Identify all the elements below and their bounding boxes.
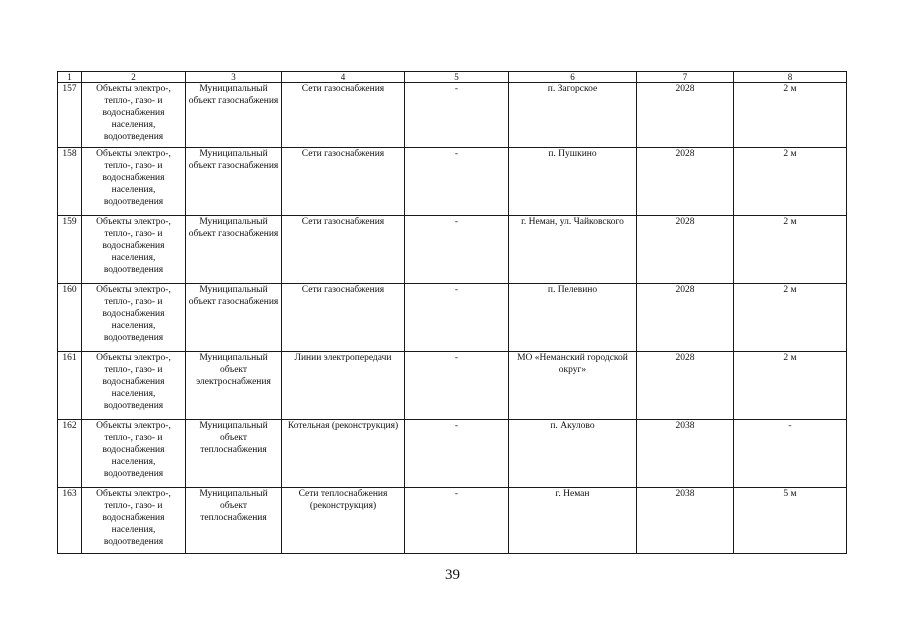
significance-cell: Муниципальный объект газоснабжения: [186, 83, 282, 148]
significance-cell: Муниципальный объект теплоснабжения: [186, 488, 282, 554]
year-cell: 2028: [637, 83, 734, 148]
table-row: [58, 352, 847, 420]
object-name-cell: Линии электропередачи: [282, 352, 405, 420]
table-row: [58, 488, 847, 554]
header-col-7: 7: [637, 72, 734, 83]
row-number: 162: [58, 420, 82, 488]
location-cell: п. Загорское: [509, 83, 637, 148]
col5-cell: -: [405, 420, 509, 488]
object-name-cell: Сети газоснабжения: [282, 83, 405, 148]
year-cell: 2028: [637, 216, 734, 284]
location-cell: г. Неман, ул. Чайковского: [509, 216, 637, 284]
year-cell: 2038: [637, 488, 734, 554]
location-cell: п. Пелевино: [509, 284, 637, 352]
zone-cell: -: [734, 420, 847, 488]
significance-cell: Муниципальный объект газоснабжения: [186, 148, 282, 216]
object-name-cell: Котельная (реконструкция): [282, 420, 405, 488]
zone-cell: 2 м: [734, 352, 847, 420]
row-number: 157: [58, 83, 82, 148]
object-type-cell: Объекты электро-, тепло-, газо- и водоснабжения населения, водоотведения: [82, 284, 186, 352]
significance-cell: Муниципальный объект газоснабжения: [186, 284, 282, 352]
object-type-cell: Объекты электро-, тепло-, газо- и водоснабжения населения, водоотведения: [82, 148, 186, 216]
year-cell: 2028: [637, 352, 734, 420]
object-type-cell: Объекты электро-, тепло-, газо- и водоснабжения населения, водоотведения: [82, 83, 186, 148]
row-number: 159: [58, 216, 82, 284]
significance-cell: Муниципальный объект теплоснабжения: [186, 420, 282, 488]
location-cell: п. Пушкино: [509, 148, 637, 216]
zone-cell: 5 м: [734, 488, 847, 554]
table-row: [58, 148, 847, 216]
table-header-row: [58, 72, 847, 83]
col5-cell: -: [405, 148, 509, 216]
location-cell: МО «Неманский городской округ»: [509, 352, 637, 420]
header-col-2: 2: [82, 72, 186, 83]
year-cell: 2028: [637, 148, 734, 216]
header-col-8: 8: [734, 72, 847, 83]
table-row: [58, 83, 847, 148]
zone-cell: 2 м: [734, 284, 847, 352]
location-cell: п. Акулово: [509, 420, 637, 488]
significance-cell: Муниципальный объект газоснабжения: [186, 216, 282, 284]
col5-cell: -: [405, 284, 509, 352]
location-cell: г. Неман: [509, 488, 637, 554]
objects-table: [57, 71, 847, 554]
page-number: 39: [445, 567, 460, 583]
header-col-1: 1: [58, 72, 82, 83]
zone-cell: 2 м: [734, 216, 847, 284]
header-col-6: 6: [509, 72, 637, 83]
header-col-4: 4: [282, 72, 405, 83]
table-row: [58, 216, 847, 284]
table-row: [58, 284, 847, 352]
col5-cell: -: [405, 352, 509, 420]
header-col-3: 3: [186, 72, 282, 83]
table-row: [58, 420, 847, 488]
year-cell: 2028: [637, 284, 734, 352]
col5-cell: -: [405, 216, 509, 284]
row-number: 160: [58, 284, 82, 352]
object-name-cell: Сети теплоснабжения (реконструкция): [282, 488, 405, 554]
row-number: 158: [58, 148, 82, 216]
zone-cell: 2 м: [734, 148, 847, 216]
object-name-cell: Сети газоснабжения: [282, 148, 405, 216]
col5-cell: -: [405, 83, 509, 148]
object-name-cell: Сети газоснабжения: [282, 284, 405, 352]
row-number: 161: [58, 352, 82, 420]
row-number: 163: [58, 488, 82, 554]
object-type-cell: Объекты электро-, тепло-, газо- и водоснабжения населения, водоотведения: [82, 420, 186, 488]
significance-cell: Муниципальный объект электроснабжения: [186, 352, 282, 420]
object-type-cell: Объекты электро-, тепло-, газо- и водоснабжения населения, водоотведения: [82, 352, 186, 420]
object-type-cell: Объекты электро-, тепло-, газо- и водоснабжения населения, водоотведения: [82, 216, 186, 284]
object-type-cell: Объекты электро-, тепло-, газо- и водоснабжения населения, водоотведения: [82, 488, 186, 554]
header-col-5: 5: [405, 72, 509, 83]
zone-cell: 2 м: [734, 83, 847, 148]
year-cell: 2038: [637, 420, 734, 488]
col5-cell: -: [405, 488, 509, 554]
object-name-cell: Сети газоснабжения: [282, 216, 405, 284]
